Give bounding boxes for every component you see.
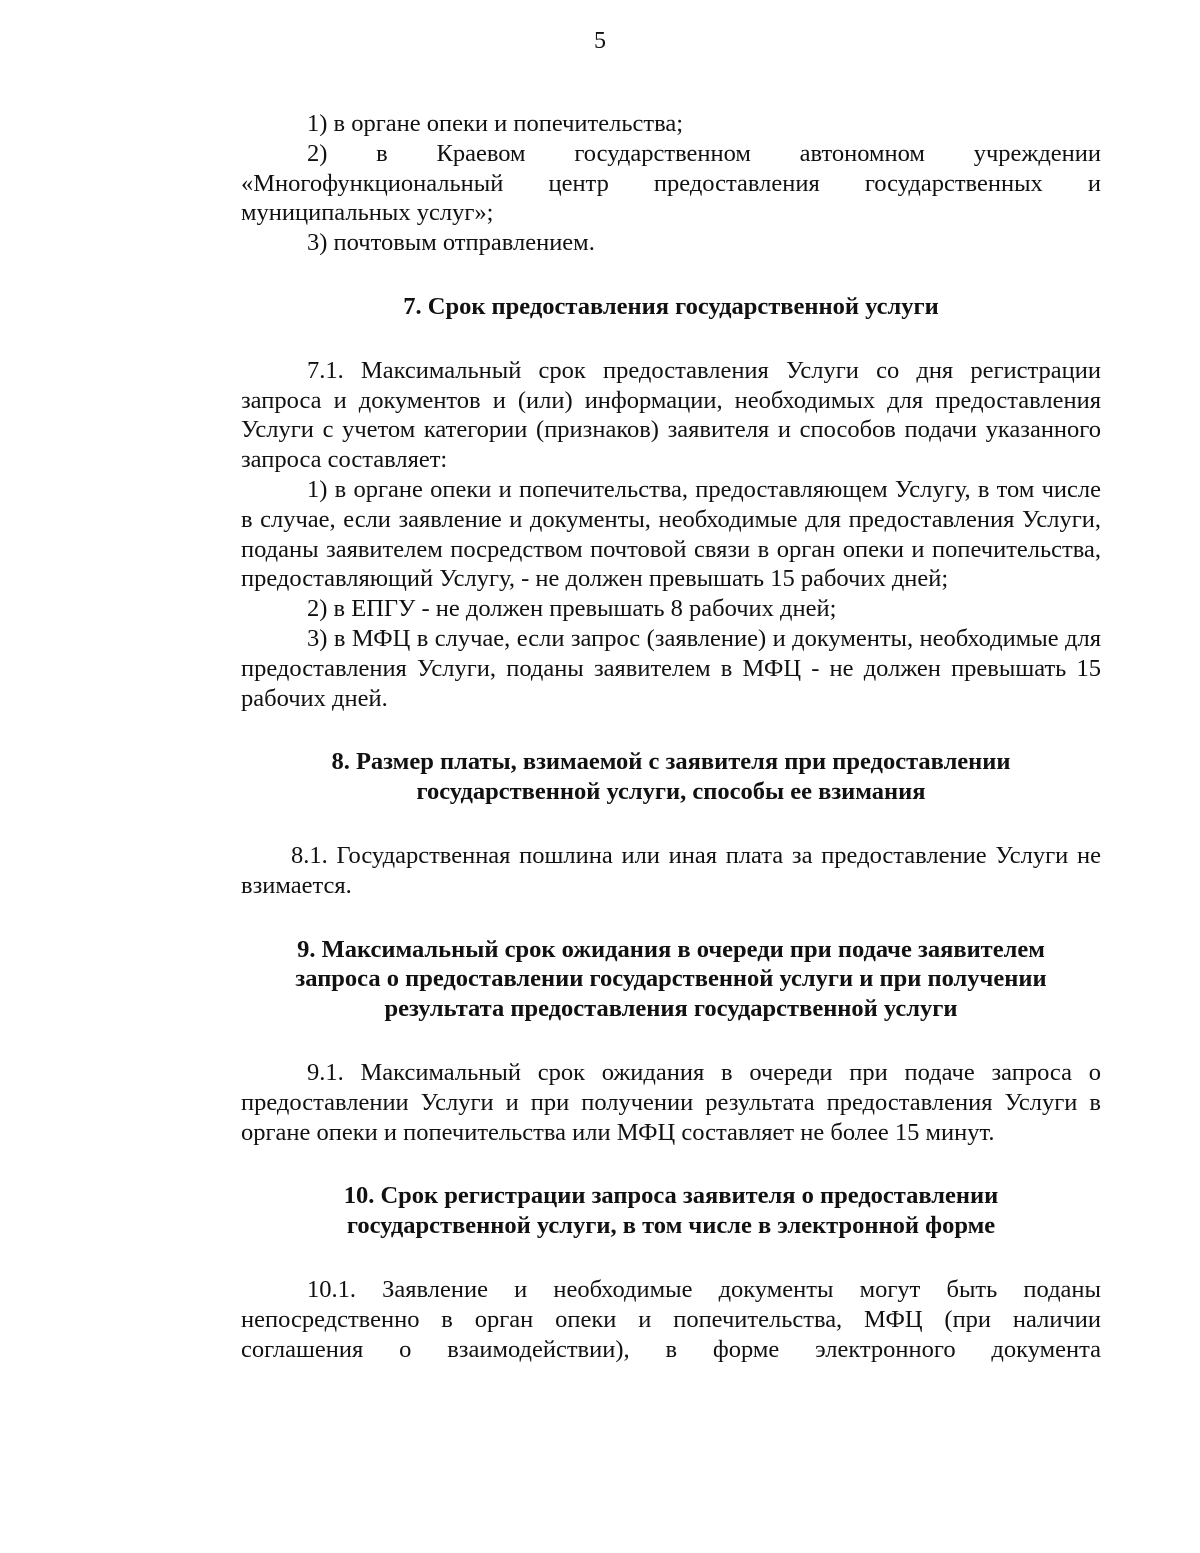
section-10-title-line-1: 10. Срок регистрации запроса заявителя о предоставлении <box>343 1182 999 1210</box>
section-9-title-line-2: запроса о предоставлении государственной услуги и при получении <box>295 965 1047 993</box>
intro-item-2: 2) в Краевом государственном автономном учреждении «Многофункциональный центр предоставления государственных и муниципальных услуг»; <box>241 139 1101 227</box>
section-9-title-line-3: результата предоставления государственной услуги <box>384 995 958 1023</box>
section-10-title-line-2: государственной услуги, в том числе в электронной форме <box>346 1212 996 1240</box>
intro-item-3: 3) почтовым отправлением. <box>307 229 595 257</box>
section-7-item-1: 1) в органе опеки и попечительства, предоставляющем Услугу, в том числе в случае, если заявление и документы, необходимые для предоставления Услуги, поданы заявителем посредством почтовой связи в орган опеки и попечительства, предоставляющий Услугу, - не должен превышать 15 рабочих дней; <box>241 475 1101 593</box>
document-body <box>241 109 1101 1364</box>
section-7-item-2: 2) в ЕПГУ - не должен превышать 8 рабочих дней; <box>307 595 837 623</box>
section-7-title: 7. Срок предоставления государственной услуги <box>403 292 939 320</box>
section-8-paragraph-1: 8.1. Государственная пошлина или иная плата за предоставление Услуги не взимается. <box>241 841 1101 899</box>
section-9-paragraph-1: 9.1. Максимальный срок ожидания в очереди при подаче запроса о предоставлении Услуги и при получении результата предоставления Услуги в органе опеки и попечительства или МФЦ составляет не более 15 минут. <box>241 1058 1101 1146</box>
section-10-paragraph-1: 10.1. Заявление и необходимые документы могут быть поданы непосредственно в орган опеки и попечительства, МФЦ (при наличии соглашения о взаимодействии), в форме электронного документа <box>241 1275 1101 1363</box>
section-9-title-line-1: 9. Максимальный срок ожидания в очереди при подаче заявителем <box>297 935 1045 963</box>
intro-item-1: 1) в органе опеки и попечительства; <box>307 110 684 137</box>
section-8-title-line-2: государственной услуги, способы ее взимания <box>416 778 926 806</box>
section-8-title-line-1: 8. Размер платы, взимаемой с заявителя при предоставлении <box>331 748 1011 776</box>
section-7-item-3: 3) в МФЦ в случае, если запрос (заявление) и документы, необходимые для предоставления Услуги, поданы заявителем в МФЦ - не должен превышать 15 рабочих дней. <box>241 624 1101 712</box>
page-number: 5 <box>594 28 606 54</box>
section-7-paragraph-1: 7.1. Максимальный срок предоставления Услуги со дня регистрации запроса и документов и (или) информации, необходимых для предоставления Услуги с учетом категории (признаков) заявителя и способов подачи указанного запроса составляет: <box>241 356 1101 474</box>
